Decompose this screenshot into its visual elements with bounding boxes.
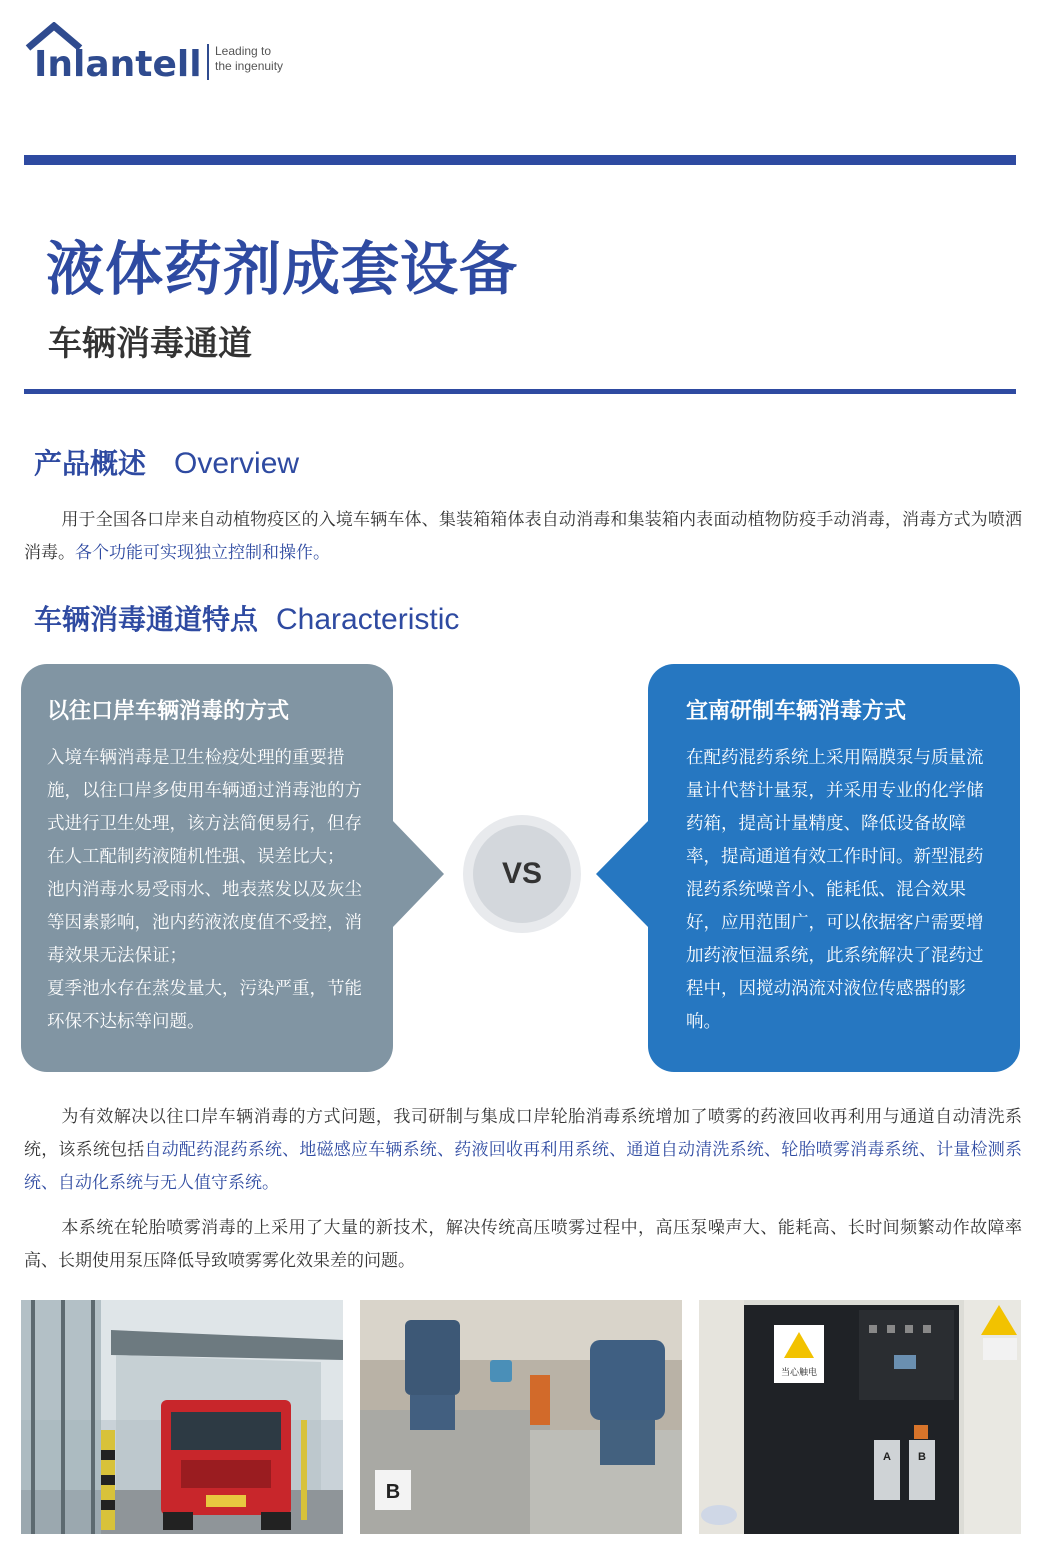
solution-paragraph xyxy=(24,1101,1022,1200)
logo-tagline-line1: Leading to xyxy=(215,44,272,58)
logo-wordmark: Inlantell xyxy=(34,44,202,85)
overview-heading-en: Overview xyxy=(174,447,300,480)
characteristic-heading xyxy=(34,598,459,638)
tank-label-a: A xyxy=(883,1451,891,1463)
vs-badge: VS xyxy=(473,825,571,923)
logo-tagline-line2: the ingenuity xyxy=(215,59,284,73)
overview-heading-zh: 产品概述 xyxy=(34,447,147,480)
control-cabinet-photo xyxy=(699,1300,1021,1534)
solution-systems-list: 自动配药混药系统、地磁感应车辆系统、药液回收再利用系统、通道自动清洗系统、轮胎喷雾消毒系统、计量检测系统、自动化系统与无人值守系统。 xyxy=(24,1140,1023,1193)
characteristic-heading-en: Characteristic xyxy=(276,603,460,636)
technology-paragraph: 本系统在轮胎喷雾消毒的上采用了大量的新技术，解决传统高压喷雾过程中，高压泵噪声大、能耗高、长时间频繁动作故障率高、长期使用泵压降低导致喷雾雾化效果差的问题。 xyxy=(24,1218,1022,1271)
logo-divider xyxy=(207,44,209,80)
warning-sign-text: 当心触电 xyxy=(780,1368,818,1378)
overview-paragraph xyxy=(24,504,1022,570)
tank-label-b: B xyxy=(918,1451,926,1463)
top-divider xyxy=(24,155,1016,165)
overview-text: 用于全国各口岸来自动植物疫区的入境车辆车体、集装箱箱体表自动消毒和集装箱内表面动植物防疫手动消毒，消毒方式为喷洒消毒。 xyxy=(24,510,1022,563)
pump-label-b: B xyxy=(385,1481,401,1503)
title-divider xyxy=(24,389,1016,394)
logo-tagline xyxy=(215,44,283,74)
page-subtitle: 车辆消毒通道 xyxy=(48,324,252,364)
old-method-title: 以往口岸车辆消毒的方式 xyxy=(47,699,290,724)
old-method-pointer xyxy=(392,820,444,928)
overview-heading xyxy=(34,442,299,482)
overview-text-highlight: 各个功能可实现独立控制和操作。 xyxy=(75,543,330,563)
new-method-pointer xyxy=(596,820,649,928)
page-title: 液体药剂成套设备 xyxy=(46,235,519,303)
characteristic-heading-zh: 车辆消毒通道特点 xyxy=(34,603,259,636)
solution-text: 为有效解决以往口岸车辆消毒的方式问题，我司研制与集成口岸轮胎消毒系统增加了喷雾的药液回收再利用与通道自动清洗系统，该系统包括 xyxy=(24,1107,1022,1160)
new-method-title: 宜南研制车辆消毒方式 xyxy=(686,699,907,724)
pump-motors-photo xyxy=(360,1300,682,1534)
new-method-body: 在配药混药系统上采用隔膜泵与质量流量计代替计量泵，并采用专业的化学储药箱，提高计量精度、降低设备故障率，提高通道有效工作时间。新型混药混药系统噪音小、能耗低、混合效果好，应用范围广，可以依据客户需要增加药液恒温系统，此系统解决了混药过程中，因搅动涡流对液位传感器的影响。 xyxy=(686,748,984,1032)
company-logo xyxy=(24,22,324,85)
old-method-body: 入境车辆消毒是卫生检疫处理的重要措施，以往口岸多使用车辆通过消毒池的方式进行卫生处理，该方法简便易行，但存在人工配制药液随机性强、误差比大； 池内消毒水易受雨水、地表蒸发以及灰尘等因素影响，池内药液浓度值不受控，消毒效果无法保证； 夏季池水存在蒸发量大，污染严重，节能环保不达标等问题。 xyxy=(47,748,362,1032)
old-method-panel xyxy=(21,664,393,1072)
new-method-panel xyxy=(648,664,1020,1072)
truck-disinfection-channel-photo xyxy=(21,1300,343,1534)
